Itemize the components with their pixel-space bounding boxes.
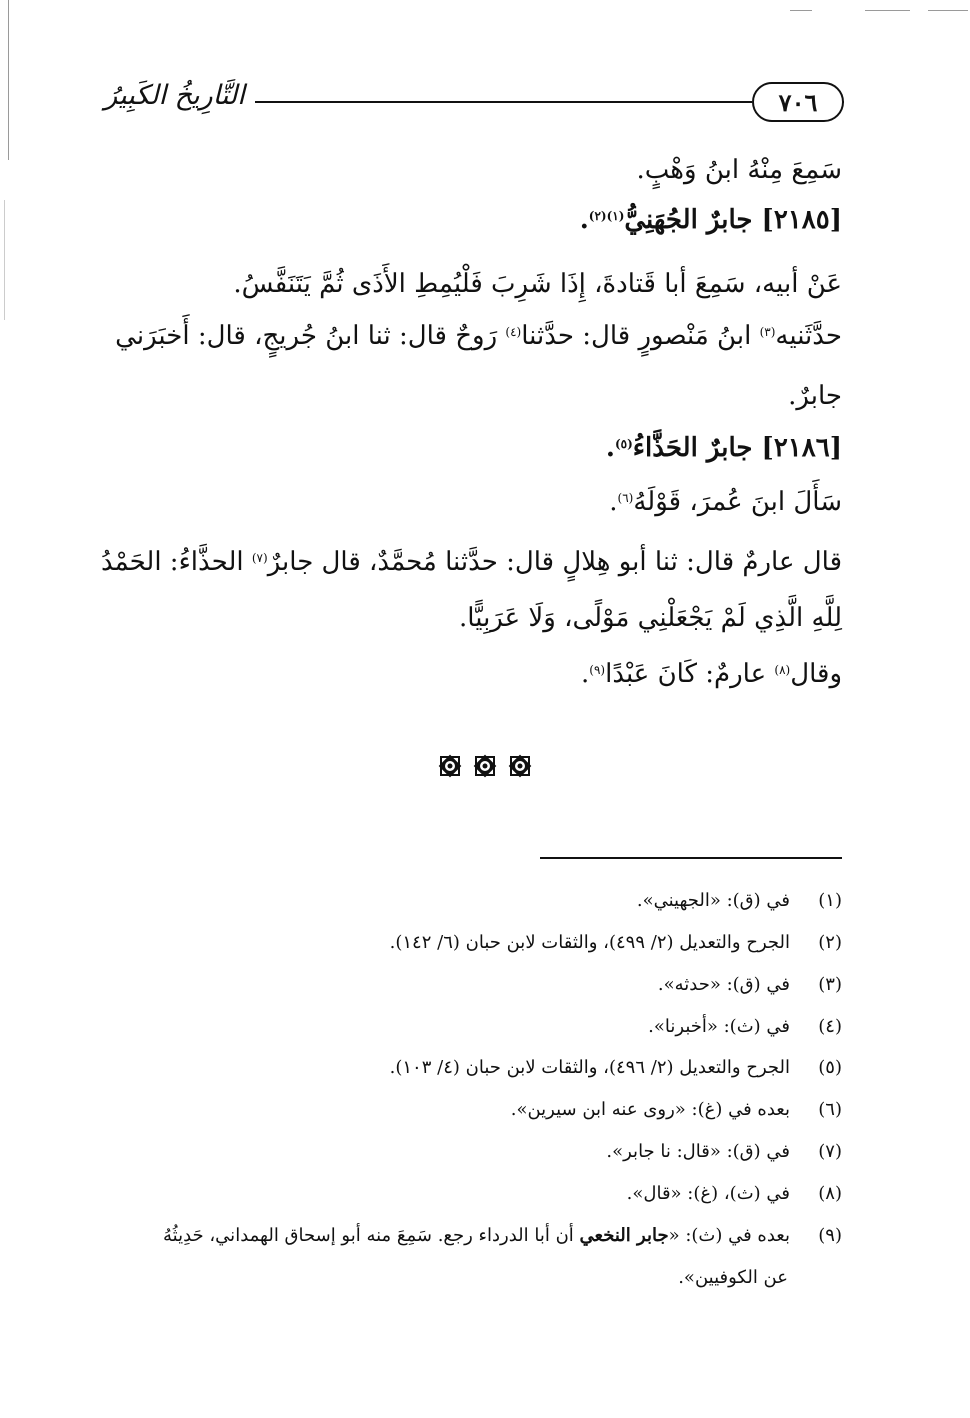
footnote-bold-name: جابر النخعي bbox=[579, 1225, 669, 1246]
text-span: عارمٌ: كَانَ عَبْدًا bbox=[605, 659, 775, 689]
text-line: سَمِعَ مِنْهُ ابنُ وَهْبٍ. bbox=[636, 155, 842, 185]
footnote-ref[interactable]: (٦) bbox=[617, 491, 634, 505]
footnote-text: الجرح والتعديل (٢/ ٤٩٩)، والثقات لابن حبان (٦/ ١٤٢). bbox=[389, 932, 790, 953]
entry-number: [٢١٨٥] bbox=[761, 205, 842, 235]
entry-heading-2185 bbox=[580, 200, 842, 240]
scan-edge-line-top-2 bbox=[865, 10, 910, 11]
text-span: . bbox=[609, 487, 618, 517]
footnote-text: في (ق): «حدثه». bbox=[657, 974, 790, 995]
text-line: جابرٌ. bbox=[788, 381, 842, 411]
entry-name: جابرٌ الحَذَّاءُ bbox=[632, 433, 753, 463]
footnote-7 bbox=[606, 1137, 842, 1167]
section-divider bbox=[435, 746, 535, 786]
footnote-number: (٥) bbox=[818, 1057, 842, 1078]
floral-medallion-icon bbox=[435, 751, 465, 781]
scan-edge-line-top-1 bbox=[790, 10, 812, 11]
header-rule-right bbox=[842, 101, 844, 103]
footnote-number: (٧) bbox=[818, 1141, 842, 1162]
footnote-text: بعده في (غ): «روى عنه ابن سيرين». bbox=[510, 1099, 790, 1120]
text-span: الحذَّاءُ: الحَمْدُ bbox=[100, 547, 252, 577]
footnote-ref[interactable]: (٨) bbox=[774, 663, 791, 677]
scan-edge-line-top-3 bbox=[928, 10, 968, 11]
footnote-3 bbox=[658, 970, 842, 1000]
entry-number: [٢١٨٦] bbox=[761, 433, 842, 463]
text-line: لِلَّهِ الَّذِي لَمْ يَجْعَلْنِي مَوْلًى، وَلَا عَرَبِيًّا. bbox=[459, 603, 842, 633]
text-span: ابنُ مَنْصورٍ قال: حدَّثنا bbox=[521, 321, 760, 351]
page-number: ٧٠٦ bbox=[752, 82, 844, 122]
footnote-text: في (ث): «أخبرنا». bbox=[648, 1016, 790, 1037]
punctuation: . bbox=[579, 205, 589, 235]
footnote-separator bbox=[540, 857, 842, 859]
footnote-text: في (ث)، (غ): «قال». bbox=[626, 1183, 790, 1204]
footnote-ref[interactable]: (٥) bbox=[614, 437, 633, 451]
footnote-9 bbox=[163, 1221, 842, 1251]
footnote-number: (٦) bbox=[818, 1099, 842, 1120]
footnote-2 bbox=[390, 928, 842, 958]
footnote-number: (٨) bbox=[818, 1183, 842, 1204]
text-line bbox=[101, 542, 842, 582]
floral-medallion-icon bbox=[505, 751, 535, 781]
scan-edge-line-left-2 bbox=[4, 200, 5, 320]
footnote-ref[interactable]: (٧) bbox=[251, 551, 268, 565]
footnote-text: بعده في (ث): « bbox=[668, 1225, 790, 1246]
footnote-8 bbox=[627, 1179, 842, 1209]
header-rule-left bbox=[255, 101, 752, 103]
entry-name: جابرٌ الجُهَنِيُّ bbox=[624, 205, 753, 235]
footnote-ref[interactable]: (٤) bbox=[505, 325, 522, 339]
footnote-text: في (ق): «قال: نا جابر». bbox=[606, 1141, 790, 1162]
footnote-number: (١) bbox=[818, 890, 842, 911]
entry-heading-2186 bbox=[606, 428, 842, 468]
footnote-ref[interactable]: (٣) bbox=[759, 325, 776, 339]
footnote-4 bbox=[648, 1012, 842, 1042]
text-line bbox=[115, 316, 842, 356]
footnote-6 bbox=[511, 1095, 842, 1125]
text-line bbox=[609, 482, 842, 522]
footnote-text: الجرح والتعديل (٢/ ٤٩٦)، والثقات لابن حبان (٤/ ١٠٣). bbox=[389, 1057, 790, 1078]
text-line bbox=[581, 654, 842, 694]
footnote-9-continuation: عن الكوفيين». bbox=[678, 1267, 788, 1288]
footnote-number: (٣) bbox=[818, 974, 842, 995]
text-line: عَنْ أبيه، سَمِعَ أبا قَتادةَ، إِذَا شَرِبَ فَلْيُمِطِ الأَذَى ثُمَّ يَتَنَفَّسُ. bbox=[233, 269, 842, 299]
footnote-ref[interactable]: (١)(٢) bbox=[588, 209, 625, 223]
footnote-text: في (ق): «الجهيني». bbox=[636, 890, 790, 911]
running-title: التَّارِيخُ الكَبِيرُ bbox=[104, 80, 245, 111]
text-span: سَأَلَ ابنَ عُمرَ، قَوْلَهُ bbox=[633, 487, 842, 517]
text-span: . bbox=[581, 659, 590, 689]
scan-edge-line-left bbox=[8, 0, 9, 160]
footnote-text: أن أبا الدرداء رجع. سَمِعَ منه أبو إسحاق الهمداني، حَدِيثُهُ bbox=[162, 1225, 580, 1246]
text-span: قال عارمٌ قال: ثنا أبو هِلالٍ قال: حدَّثنا مُحمَّدٌ، قال جابرٌ bbox=[267, 547, 842, 577]
text-span: رَوحٌ قال: ثنا ابنُ جُريجٍ، قال: أَخبَرَني bbox=[115, 321, 506, 351]
footnote-1 bbox=[637, 886, 842, 916]
floral-medallion-icon bbox=[470, 751, 500, 781]
footnote-number: (٩) bbox=[818, 1225, 842, 1246]
punctuation: . bbox=[605, 433, 615, 463]
text-span: حدَّثَنيه bbox=[775, 321, 842, 351]
footnote-number: (٤) bbox=[818, 1016, 842, 1037]
footnote-ref[interactable]: (٩) bbox=[589, 663, 606, 677]
text-span: وقال bbox=[790, 659, 842, 689]
footnote-5 bbox=[390, 1053, 842, 1083]
footnote-number: (٢) bbox=[818, 932, 842, 953]
